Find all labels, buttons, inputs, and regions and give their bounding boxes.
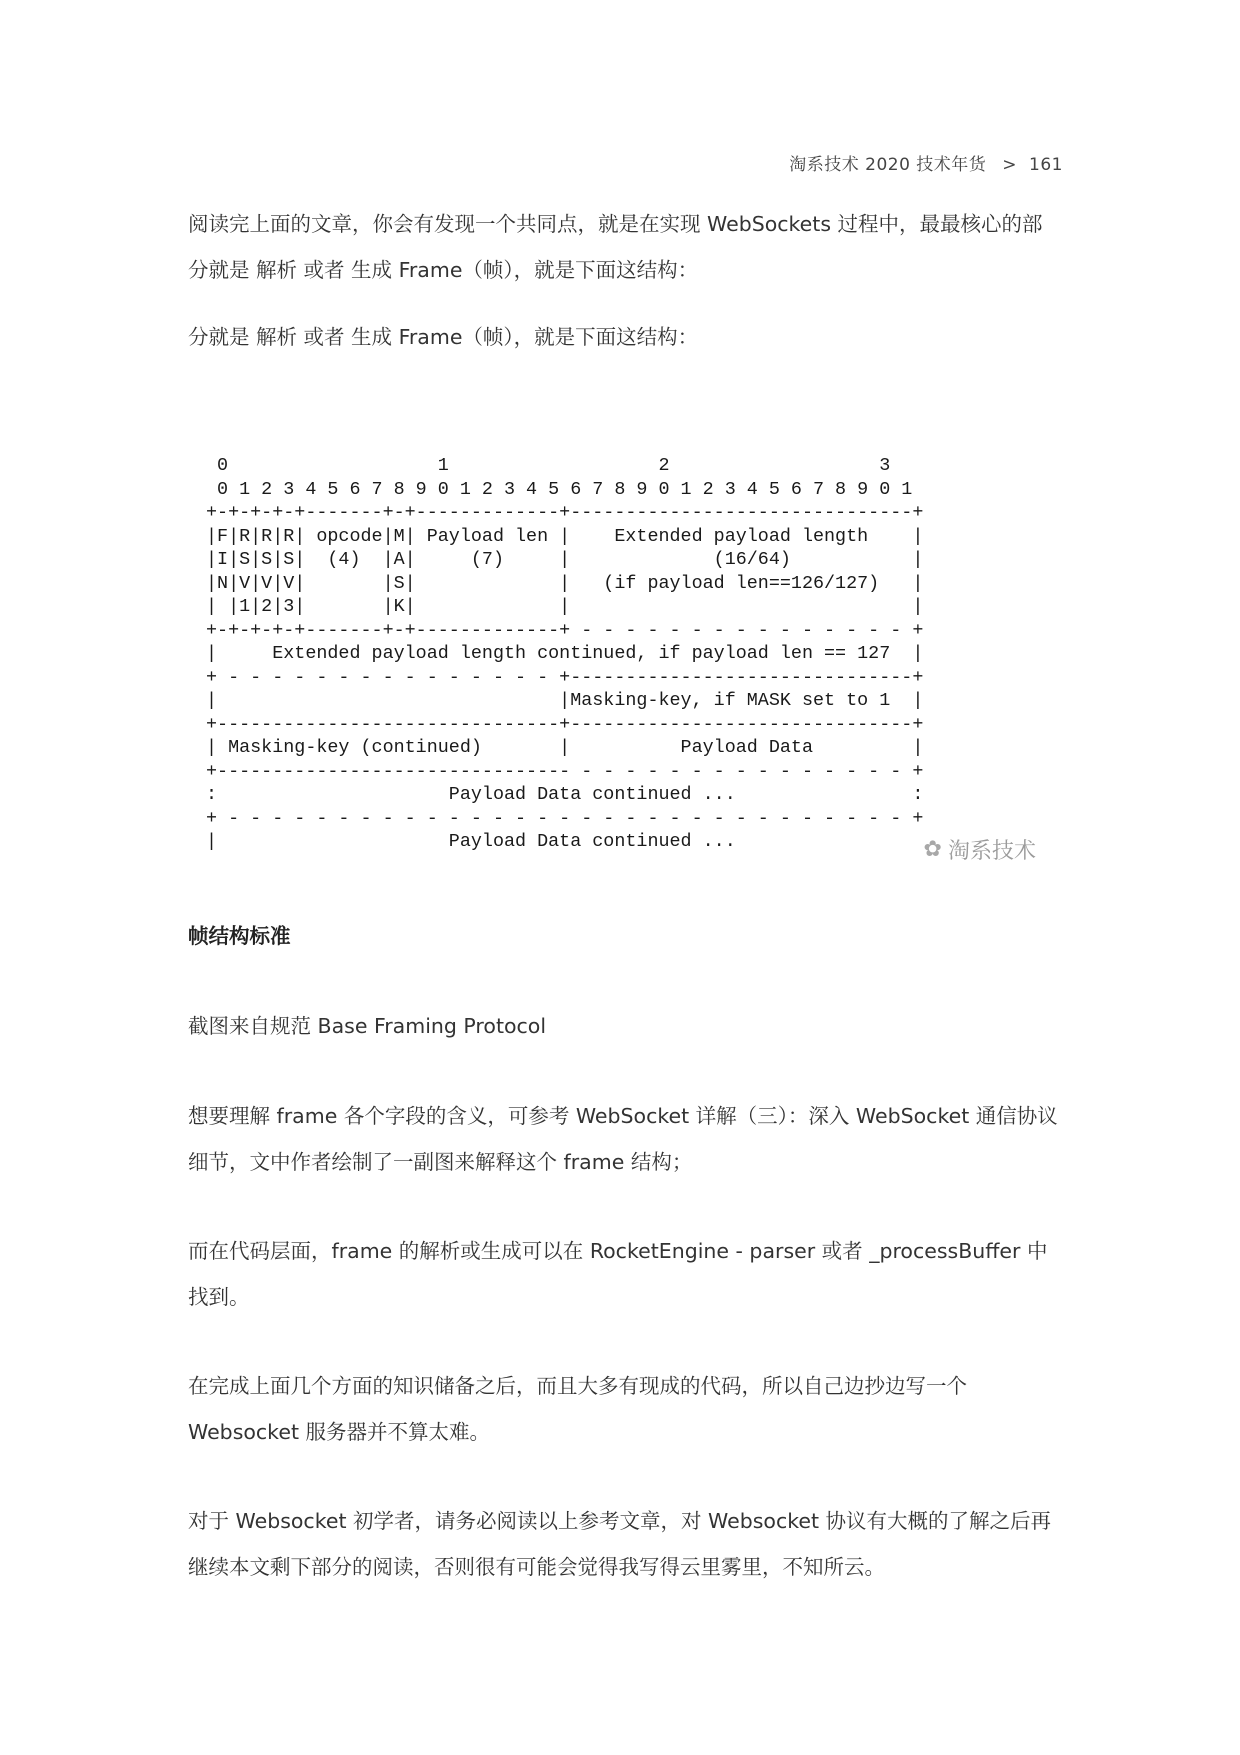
paragraph-advice: 对于 Websocket 初学者，请务必阅读以上参考文章，对 Websocket 协议有大概的了解之后再继续本文剩下部分的阅读，否则很有可能会觉得我写得云里雾里，不知所云。	[188, 1509, 1052, 1579]
frame-structure-figure	[206, 454, 1036, 869]
header-separator: >	[1002, 155, 1018, 175]
paragraph-code-location: 而在代码层面，frame 的解析或生成可以在 RocketEngine - parser 或者 _processBuffer 中找到。	[188, 1239, 1048, 1309]
paragraph-preparation: 在完成上面几个方面的知识储备之后，而且大多有现成的代码，所以自己边抄边写一个 Websocket 服务器并不算太难。	[188, 1374, 967, 1444]
page-number: 161	[1029, 155, 1063, 175]
paragraph-intro: 阅读完上面的文章，你会有发现一个共同点，就是在实现 WebSockets 过程中，最最核心的部分就是 解析 或者 生成 Frame（帧），就是下面这结构：	[188, 212, 1043, 282]
book-title: 淘系技术 2020 技术年货	[789, 155, 987, 175]
paragraph-repeat: 分就是 解析 或者 生成 Frame（帧），就是下面这结构：	[188, 325, 699, 349]
watermark-text: 淘系技术	[947, 839, 1036, 864]
wechat-official-account-icon: ✿	[923, 837, 942, 862]
frame-ascii-diagram: 0 1 2 3 0 1 2 3 4 5 6 7 8 9 0 1 2 3 4 5 6 7 8 9 0 1 2 3 4 5 6 7 8 9 0 1 +-+-+-+-+-------+-+-------------+-------------------------------+ |F|R|R|R| opcode|M| Payload len | Extended payload length | |I|S|S|S| (4) |A| (7) | (16/64) | |N|V|V|V| |S| | (if payload len==126/127) | | |1|2|3| |K| | | +-+-+-+-+-------+-+-------------+ - - - - - - - - - - - - - - - + | Extended payload length continued, if payload len == 127 | + - - - - - - - - - - - - - - - +-------------------------------+ | |Masking-key, if MASK set to 1 | +-------------------------------+-------------------------------+ | Masking-key (continued) | Payload Data | +-------------------------------- - - - - - - - - - - - - - - - + : Payload Data continued ... : + - - - - - - - - - - - - - - - - - - - - - - - - - - - - - - - + | Payload Data continued ...	[206, 455, 924, 852]
paragraph-source: 截图来自规范 Base Framing Protocol	[188, 1014, 547, 1038]
watermark	[924, 834, 1036, 865]
paragraph-reference: 想要理解 frame 各个字段的含义，可参考 WebSocket 详解（三）：深入 WebSocket 通信协议细节，文中作者绘制了一副图来解释这个 frame 结构；	[188, 1104, 1058, 1174]
section-heading: 帧结构标准	[188, 924, 291, 948]
page-header	[789, 150, 1063, 175]
